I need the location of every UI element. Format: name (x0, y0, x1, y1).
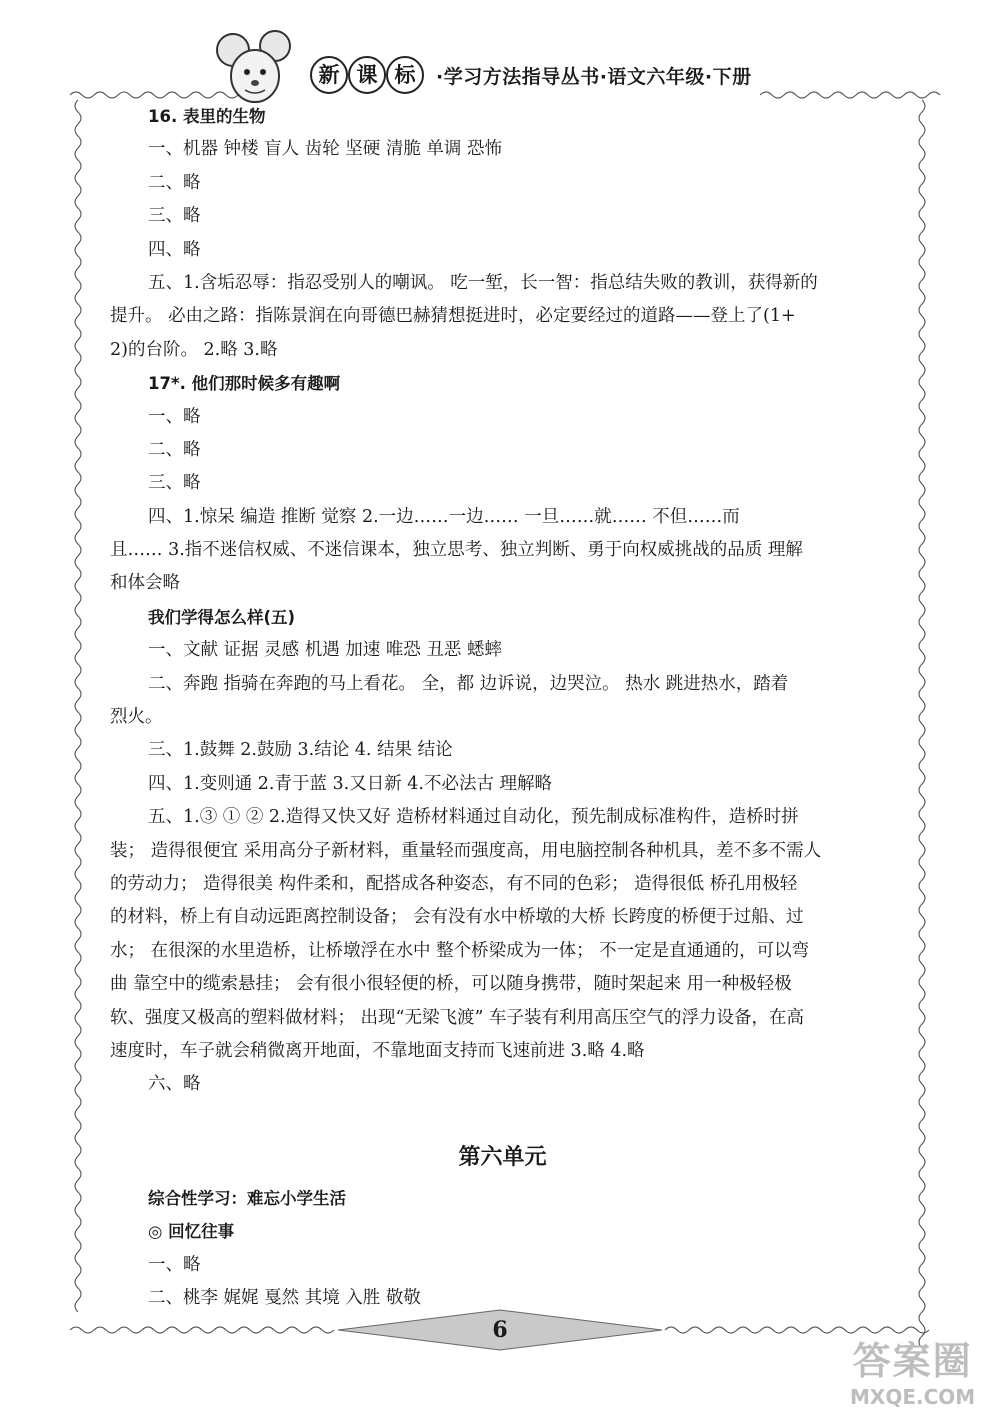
answer-line: 软、强度又极高的塑料做材料； 出现“无梁飞渡” 车子装有利用高压空气的浮力设备，在高 (110, 1007, 805, 1028)
answer-line: 装； 造得很便宜 采用高分子新材料，重量轻而强度高，用电脑控制各种机具，差不多不需人 (110, 840, 822, 861)
answer-line: 四、1.变则通 2.青于蓝 3.又日新 4.不必法古 理解略 (148, 773, 553, 794)
answer-line: 二、略 (148, 172, 201, 193)
section-heading: ◎ 回忆往事 (148, 1222, 235, 1242)
unit-title: 第六单元 (458, 1144, 547, 1170)
section-heading: 我们学得怎么样(五) (148, 607, 296, 627)
watermark (850, 1330, 975, 1409)
answer-line: 烈火。 (110, 707, 163, 728)
answer-line: 一、略 (148, 1254, 201, 1275)
answer-line: 曲 靠空中的缆索悬挂； 会有很小很轻便的桥，可以随身携带，随时架起来 用一种极轻极 (110, 974, 792, 995)
answer-line: 二、略 (148, 439, 201, 460)
answer-line: 六、略 (148, 1074, 201, 1095)
header-series-title: ·学习方法指导丛书·语文六年级·下册 (436, 65, 752, 88)
section-heading: 综合性学习：难忘小学生活 (148, 1188, 346, 1208)
answer-line: 的劳动力； 造得很美 构件柔和，配搭成各种姿态，有不同的色彩； 造得很低 桥孔用极轻 (110, 873, 798, 894)
watermark-logo-text: 答案圈 (852, 1339, 973, 1383)
section-heading: 17*. 他们那时候多有趣啊 (148, 374, 341, 394)
answer-line: 四、略 (148, 239, 201, 260)
header-logo-char: 课 (348, 56, 386, 94)
header-logo-char: 标 (386, 56, 424, 94)
answer-line: 一、文献 证据 灵感 机遇 加速 唯恐 丑恶 蟋蟀 (148, 640, 502, 661)
answer-line: 和体会略 (110, 573, 180, 594)
watermark-url: MXQE.COM (850, 1385, 976, 1409)
section-spacer (110, 1102, 895, 1124)
answer-line: 一、略 (148, 406, 201, 427)
running-header (310, 56, 752, 94)
answer-line: 提升。 必由之路：指陈景润在向哥德巴赫猜想挺进时，必定要经过的道路——登上了(1+ (110, 306, 796, 327)
answer-line: 三、略 (148, 473, 201, 494)
answer-line: 一、机器 钟楼 盲人 齿轮 坚硬 清脆 单调 恐怖 (148, 139, 502, 160)
answer-line: 四、1.惊呆 编造 推断 觉察 2.一边……一边…… 一旦……就…… 不但……而 (148, 506, 740, 527)
answer-line: 水； 在很深的水里造桥，让桥墩浮在水中 整个桥梁成为一体； 不一定是直通通的，可以弯 (110, 940, 810, 961)
answer-line: 二、奔跑 指骑在奔跑的马上看花。 全，都 边诉说，边哭泣。 热水 跳进热水，踏着 (148, 673, 789, 694)
page-number: 6 (492, 1317, 508, 1343)
answer-line: 速度时，车子就会稍微离开地面，不靠地面支持而飞速前进 3.略 4.略 (110, 1040, 645, 1061)
answer-line: 的材料，桥上有自动远距离控制设备； 会有没有水中桥墩的大桥 长跨度的桥便于过船、过 (110, 907, 804, 928)
answer-key-content (110, 100, 895, 1315)
answer-line: 且…… 3.指不迷信权威、不迷信课本，独立思考、独立判断、勇于向权威挑战的品质 理解 (110, 540, 803, 561)
answer-line: 三、1.鼓舞 2.鼓励 3.结论 4. 结果 结论 (148, 740, 453, 761)
answer-line: 二、桃李 娓娓 戛然 其境 入胜 敬敬 (148, 1287, 421, 1308)
answer-line: 2)的台阶。 2.略 3.略 (110, 339, 278, 360)
answer-line: 三、略 (148, 206, 201, 227)
answer-line: 五、1.③ ① ② 2.造得又快又好 造桥材料通过自动化，预先制成标准构件，造桥时拼 (148, 807, 799, 828)
section-heading: 16. 表里的生物 (148, 107, 266, 126)
mouse-mascot-icon (215, 28, 295, 108)
header-logo-char: 新 (310, 56, 348, 94)
answer-line: 五、1.含垢忍辱：指忍受别人的嘲讽。 吃一堑，长一智：指总结失败的教训，获得新的 (148, 272, 818, 293)
